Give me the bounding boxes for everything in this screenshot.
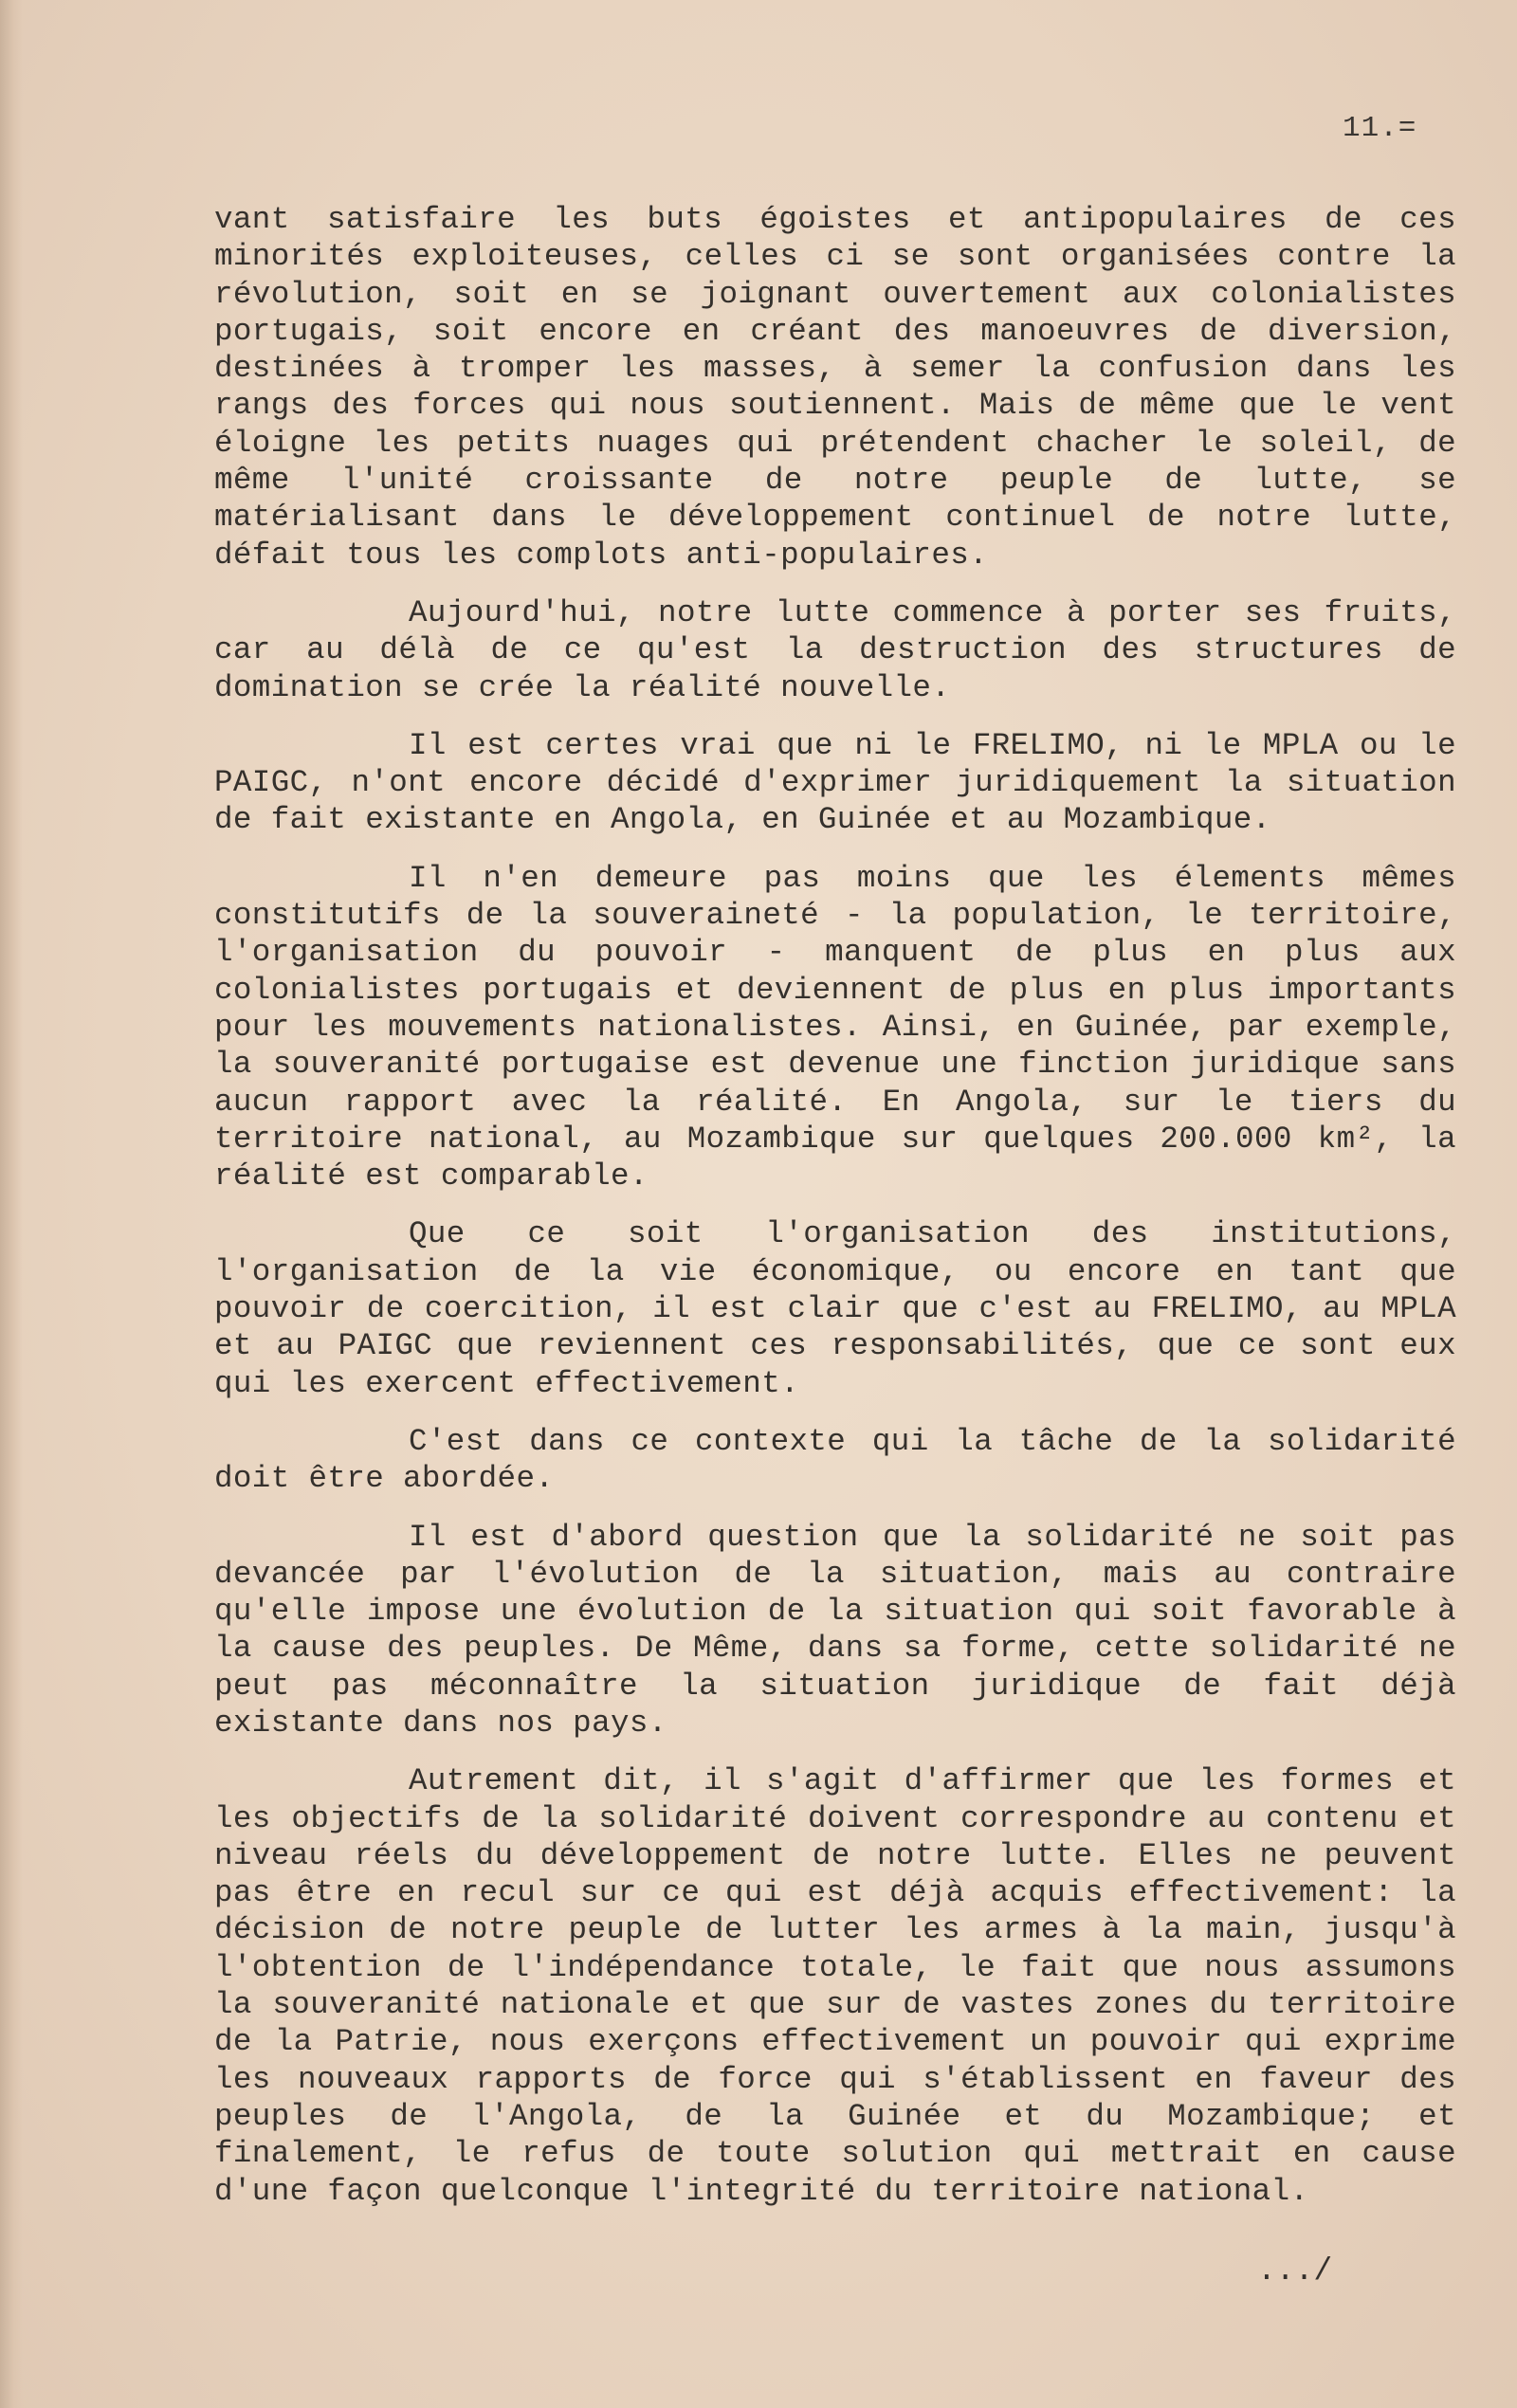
document-body	[214, 201, 1456, 2231]
paragraph-6: C'est dans ce contexte qui la tâche de la solidarité doit être abordée.	[214, 1423, 1456, 1497]
paragraph-2: Aujourd'hui, notre lutte commence à porter ses fruits, car au délà de ce qu'est la destruction des structures de domination se crée la réalité nouvelle.	[214, 594, 1456, 705]
paragraph-3: Il est certes vrai que ni le FRELIMO, ni le MPLA ou le PAIGC, n'ont encore décidé d'exprimer juridiquement la situation de fait existante en Angola, en Guinée et au Mozambique.	[214, 727, 1456, 838]
paragraph-1: vant satisfaire les buts égoistes et antipopulaires de ces minorités exploiteuses, celles ci se sont organisées contre la révolution, soit en se joignant ouvertement aux colonialistes portugais, soit encore en créant des manoeuvres de diversion, destinées à tromper les masses, à semer la confusion dans les rangs des forces qui nous soutiennent. Mais de même que le vent éloigne les petits nuages qui prétendent chacher le soleil, de même l'unité croissante de notre peuple de lutte, se matérialisant dans le développement continuel de notre lutte, défait tous les complots anti-populaires.	[214, 202, 1456, 573]
paragraph-8: Autrement dit, il s'agit d'affirmer que les formes et les objectifs de la solidarité doivent correspondre au contenu et niveau réels du développement de notre lutte. Elles ne peuvent pas être en recul sur ce qui est déjà acquis effectivement: la décision de notre peuple de lutter les armes à la main, jusqu'à l'obtention de l'indépendance totale, le fait que nous assumons la souveranité nationale et que sur de vastes zones du territoire de la Patrie, nous exerçons effectivement un pouvoir qui exprime les nouveaux rapports de force qui s'établissent en faveur des peuples de l'Angola, de la Guinée et du Mozambique; et finalement, le refus de toute solution qui mettrait en cause d'une façon quelconque l'integrité du territoire national.	[214, 1763, 1456, 2209]
page-number: 11.=	[1343, 112, 1417, 145]
paragraph-7: Il est d'abord question que la solidarité ne soit pas devancée par l'évolution de la situation, mais au contraire qu'elle impose une évolution de la situation qui soit favorable à la cause des peuples. De Même, dans sa forme, cette solidarité ne peut pas méconnaître la situation juridique de fait déjà existante dans nos pays.	[214, 1519, 1456, 1741]
paragraph-4: Il n'en demeure pas moins que les élements mêmes constitutifs de la souveraineté - la population, le territoire, l'organisation du pouvoir - manquent de plus en plus aux colonialistes portugais et deviennent de plus en plus importants pour les mouvements nationalistes. Ainsi, en Guinée, par exemple, la souveranité portugaise est devenue une finction juridique sans aucun rapport avec la réalité. En Angola, sur le tiers du territoire national, au Mozambique sur quelques 200.000 km², la réalité est comparable.	[214, 860, 1456, 1195]
paper-edge-shadow	[0, 0, 23, 2408]
continuation-mark: .../	[1257, 2253, 1333, 2289]
paragraph-5: Que ce soit l'organisation des institutions, l'organisation de la vie économique, ou encore en tant que pouvoir de coercition, il est clair que c'est au FRELIMO, au MPLA et au PAIGC que reviennent ces responsabilités, que ce sont eux qui les exercent effectivement.	[214, 1216, 1456, 1401]
